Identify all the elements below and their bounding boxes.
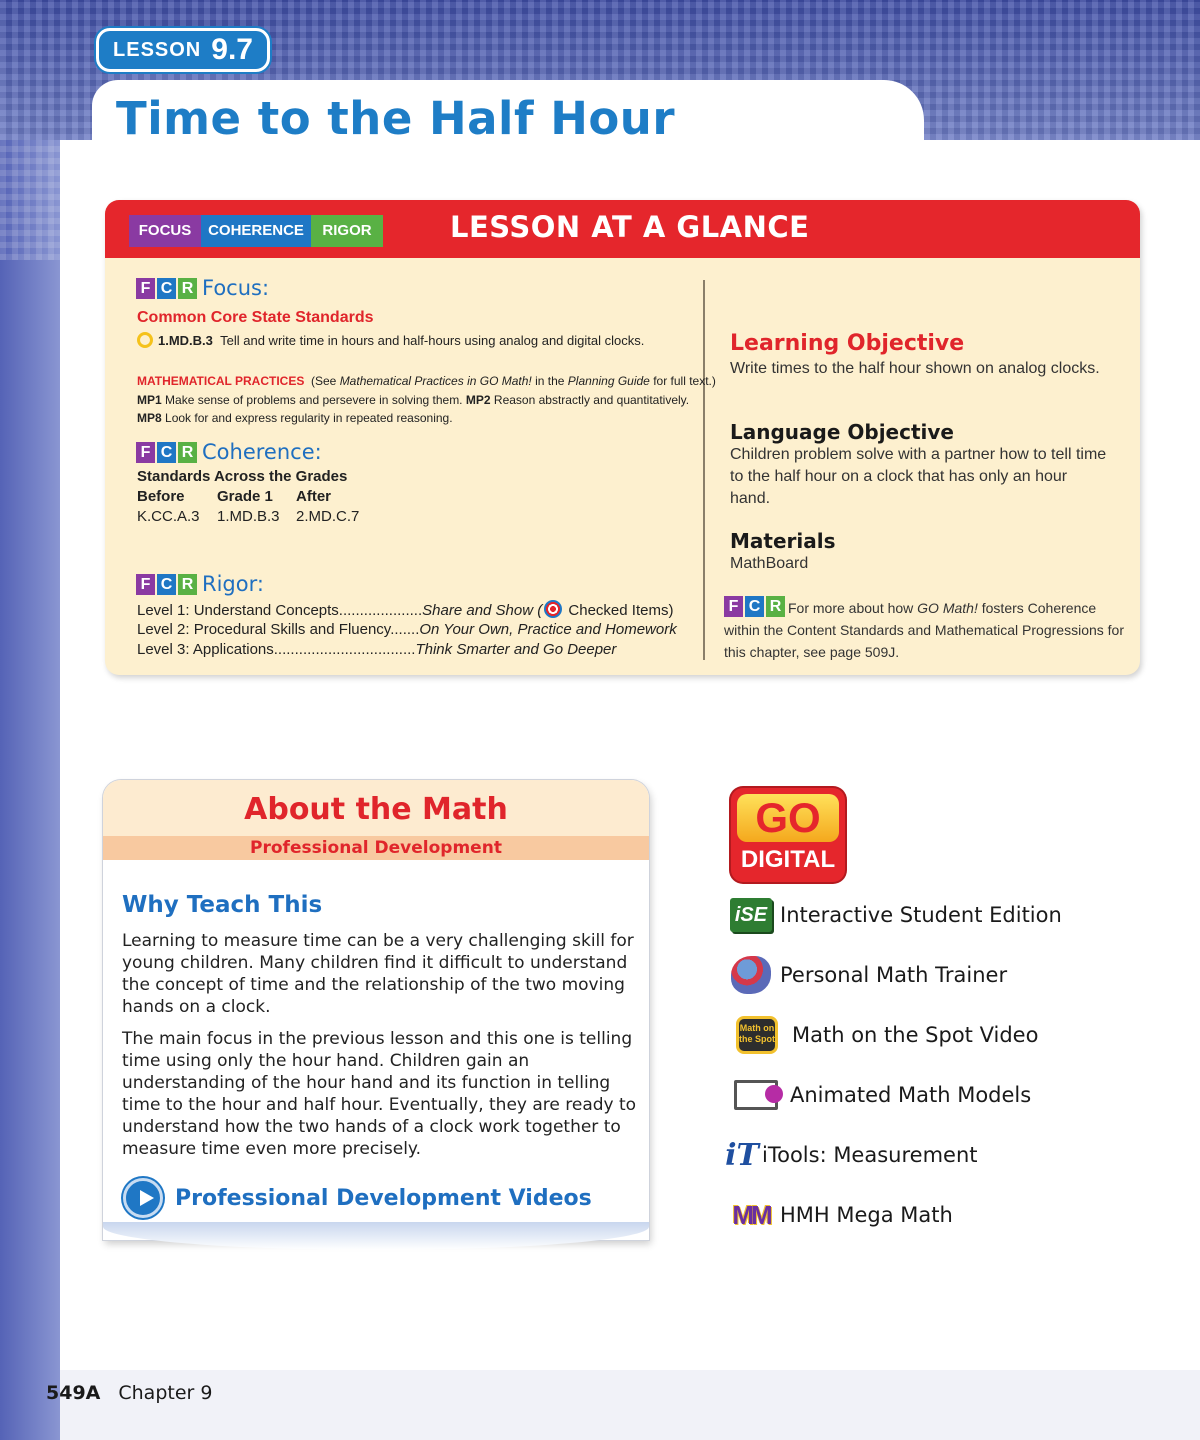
- animated-math-models-label: Animated Math Models: [790, 1083, 1032, 1107]
- mp-line-1: MP1 Make sense of problems and persevere in solving them. MP2 Reason abstractly and quantitatively.: [137, 393, 690, 407]
- mp-line-2: MP8 Look for and express regularity in repeated reasoning.: [137, 411, 453, 425]
- core-standard-icon: [137, 332, 153, 348]
- practices-line: MATHEMATICAL PRACTICES (See Mathematical Practices in GO Math! in the Planning Guide for full text.): [137, 374, 716, 388]
- go-digital-badge: [731, 788, 845, 882]
- standards-heading: Common Core State Standards: [137, 309, 374, 326]
- interactive-student-edition-link[interactable]: [728, 894, 1062, 936]
- hmh-mega-math-link[interactable]: [728, 1194, 953, 1236]
- hmh-mega-math-label: HMH Mega Math: [780, 1203, 953, 1227]
- focus-heading: Focus:: [202, 276, 270, 300]
- animated-math-models-icon: [728, 1074, 784, 1116]
- language-objective-heading: Language Objective: [730, 420, 954, 444]
- interactive-student-edition-icon: iSE: [728, 894, 774, 936]
- itools-icon: iT: [725, 1137, 759, 1173]
- fcr-icon: F C R: [724, 596, 785, 617]
- glance-header: [105, 200, 1140, 258]
- about-paragraph-2: The main focus in the previous lesson and this one is telling time using only the hour hand. Children gain an understanding of the hour hand and its function in telling time to the hour and half hour. Eventually, they are ready to understand how the two hands of a clock work together to measure time even more precisely.: [122, 1029, 637, 1159]
- rigor-level-2: Level 2: Procedural Skills and Fluency.......On Your Own, Practice and Homework: [137, 621, 677, 638]
- standard-line: 1.MD.B.3 Tell and write time in hours and half-hours using analog and digital clocks.: [137, 332, 644, 348]
- math-on-the-spot-link[interactable]: [728, 1014, 1038, 1056]
- coherence-col-after: After: [296, 488, 332, 505]
- focus-tag: FOCUS: [129, 215, 201, 247]
- itools-link[interactable]: [725, 1134, 978, 1176]
- glance-title: LESSON AT A GLANCE: [450, 210, 810, 244]
- math-on-the-spot-label: Math on the Spot Video: [792, 1023, 1039, 1047]
- materials-text: MathBoard: [730, 555, 809, 572]
- about-title: About the Math: [244, 792, 508, 827]
- chapter-label: Chapter 9: [118, 1382, 213, 1404]
- coherence-before-value: K.CC.A.3: [137, 508, 200, 525]
- column-divider: [703, 280, 705, 660]
- page-footer: [46, 1382, 212, 1404]
- go-text: GO: [737, 794, 839, 842]
- coherence-tag: COHERENCE: [201, 215, 311, 247]
- lesson-number: 9.7: [211, 33, 253, 66]
- checked-items-icon: [544, 600, 562, 618]
- about-paragraph-1: Learning to measure time can be a very challenging skill for young children. Many children find it difficult to understand the concept of time and the relationship of the two moving hands on a clock.: [122, 931, 634, 1017]
- standards-across-grades: Standards Across the Grades: [137, 468, 348, 485]
- language-objective-text: Children problem solve with a partner how to tell time to the half hour on a clock that has only an hour hand.: [730, 446, 1107, 507]
- personal-math-trainer-link[interactable]: [728, 954, 1007, 996]
- coherence-heading: Coherence:: [202, 440, 322, 464]
- page-title: Time to the Half Hour: [116, 92, 676, 145]
- play-icon: [123, 1178, 163, 1218]
- rigor-tag: RIGOR: [311, 215, 383, 247]
- rigor-heading: Rigor:: [202, 572, 264, 596]
- digital-text: DIGITAL: [740, 846, 836, 873]
- footer-band: [60, 1370, 1200, 1440]
- personal-math-trainer-label: Personal Math Trainer: [780, 963, 1008, 987]
- coherence-col-before: Before: [137, 488, 185, 505]
- personal-math-trainer-icon: [728, 954, 774, 996]
- itools-label: iTools: Measurement: [762, 1143, 978, 1167]
- videos-label: Professional Development Videos: [175, 1185, 592, 1211]
- fcr-icon: F C R: [136, 574, 197, 595]
- learning-objective-heading: Learning Objective: [730, 331, 965, 356]
- rigor-level-1: Level 1: Understand Concepts....................Share and Show ( Checked Items): [137, 602, 674, 619]
- learning-objective-text: Write times to the half hour shown on analog clocks.: [730, 360, 1100, 377]
- why-teach-heading: Why Teach This: [122, 892, 323, 918]
- materials-heading: Materials: [730, 529, 836, 553]
- coherence-col-grade: Grade 1: [217, 488, 273, 505]
- rigor-level-3: Level 3: Applications..................................Think Smarter and Go Deeper: [137, 641, 617, 658]
- lesson-label: LESSON: [113, 38, 202, 61]
- lesson-at-a-glance-panel: [105, 200, 1140, 675]
- fcr-icon: F C R: [136, 442, 197, 463]
- page-number: 549A: [46, 1382, 101, 1404]
- about-subtitle: Professional Development: [250, 838, 502, 858]
- lesson-badge: [96, 28, 270, 72]
- coherence-grade-value: 1.MD.B.3: [217, 508, 280, 525]
- animated-math-models-link[interactable]: [728, 1074, 1031, 1116]
- professional-development-videos-link[interactable]: [123, 1178, 592, 1218]
- coherence-after-value: 2.MD.C.7: [296, 508, 360, 525]
- coherence-note: For more about how GO Math! fosters Coherence within the Content Standards and Mathematical Progressions for this chapter, see page 509J.: [724, 600, 1124, 660]
- about-the-math-card: [103, 780, 649, 1240]
- left-band: [0, 140, 60, 1440]
- hmh-mega-math-icon: MM: [732, 1199, 770, 1230]
- fcr-icon: F C R: [136, 278, 197, 299]
- interactive-student-edition-label: Interactive Student Edition: [780, 903, 1062, 927]
- math-on-the-spot-icon: Math on the Spot: [728, 1014, 786, 1056]
